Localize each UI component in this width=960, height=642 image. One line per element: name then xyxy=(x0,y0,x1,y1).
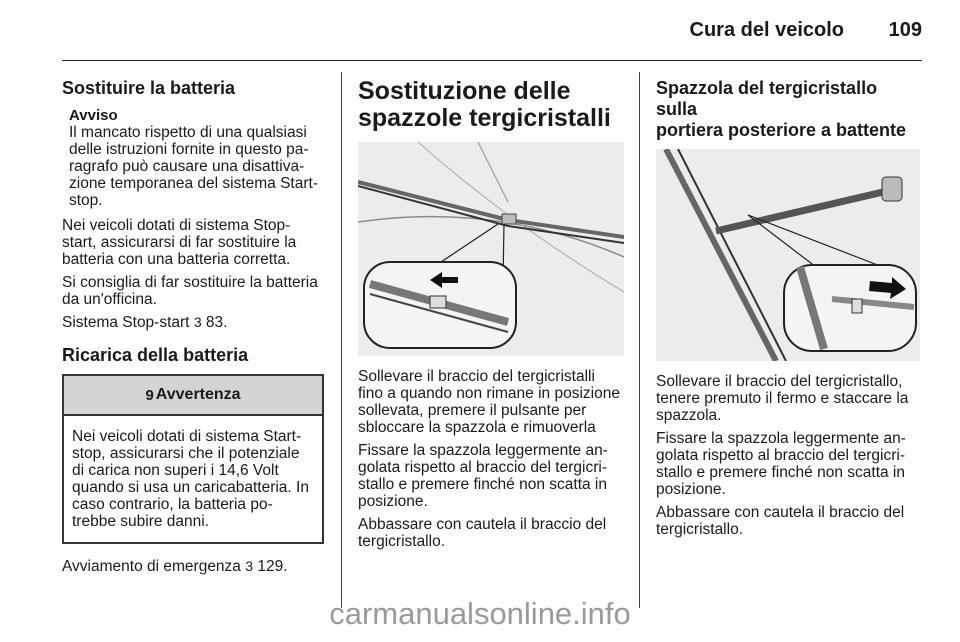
text-line: caso contrario, la batteria po- xyxy=(72,496,273,513)
text-line: delle istruzioni fornite in questo pa- xyxy=(69,141,309,158)
text-line: spazzola. xyxy=(656,407,722,424)
figure-windscreen-wiper xyxy=(358,142,624,356)
heading-line: spazzole tergicristalli xyxy=(358,104,611,132)
warning-icon: 9 xyxy=(145,386,154,404)
heading-line: Spazzola del tergicristallo sulla xyxy=(656,78,878,119)
page-reference-icon: 3 xyxy=(193,314,202,330)
text-line: Abbassare con cautela il braccio del xyxy=(358,516,607,533)
text-line: tergicristallo. xyxy=(656,521,743,538)
text-line: Fissare la spazzola leggermente an- xyxy=(358,442,608,459)
cross-reference-jump-start[interactable] xyxy=(62,558,324,575)
heading-wiper-replacement xyxy=(358,78,624,132)
text-line: ragrafo può causare una disattiva- xyxy=(69,158,305,175)
text-line: da un'officina. xyxy=(62,291,157,308)
text-line: zione temporanea del sistema Start- xyxy=(69,175,318,192)
text-line: Nei veicoli dotati di sistema Stop- xyxy=(62,217,291,234)
rear-wiper-illustration xyxy=(656,149,920,361)
heading-line: portiera posteriore a battente xyxy=(656,120,907,140)
section-title: Cura del veicolo xyxy=(689,19,844,41)
heading-rear-door-wiper xyxy=(656,78,922,141)
paragraph-lower-rear-arm xyxy=(656,504,922,538)
text-line: Sollevare il braccio del tergicristallo, xyxy=(656,373,903,390)
watermark: carmanualsonline.info xyxy=(329,596,631,631)
text-line: start, assicurarsi di far sostituire la xyxy=(62,234,297,251)
heading-replace-battery: Sostituire la batteria xyxy=(62,78,236,98)
text-line: Sollevare il braccio del tergicristalli xyxy=(358,368,595,385)
text-line: stop, assicurarsi che il potenziale xyxy=(72,445,300,462)
text-line: posizione. xyxy=(656,481,726,498)
paragraph-remove-rear-blade xyxy=(656,373,922,424)
text-line: di carica non superi i 14,6 Volt xyxy=(72,462,279,479)
text-line: stallo e premere finché non scatta in xyxy=(358,476,607,493)
text-line: stallo e premere finché non scatta in xyxy=(656,464,905,481)
text-line: Abbassare con cautela il braccio del xyxy=(656,504,905,521)
warning-title: Avvertenza xyxy=(155,386,241,403)
warning-box xyxy=(62,374,324,544)
reference-text: Sistema Stop-start xyxy=(62,314,190,331)
notice-title: Avviso xyxy=(69,107,118,124)
notice-text xyxy=(69,124,324,209)
page-header xyxy=(62,0,922,61)
text-line: quando si usa un caricabatteria. In xyxy=(72,479,309,496)
text-line: Nei veicoli dotati di sistema Start- xyxy=(72,428,302,445)
text-line: golata rispetto al braccio del tergicri- xyxy=(656,447,905,464)
column-battery xyxy=(62,78,324,581)
warning-text xyxy=(64,416,322,542)
warning-header xyxy=(64,376,322,416)
notice-block xyxy=(62,107,324,209)
reference-page: 129. xyxy=(257,558,288,575)
text-line: fino a quando non rimane in posizione xyxy=(358,385,620,402)
paragraph-stop-start xyxy=(62,217,324,268)
text-line: posizione. xyxy=(358,493,428,510)
text-line: tergicristallo. xyxy=(358,533,445,550)
page-number: 109 xyxy=(888,19,922,41)
column-wiper-blades xyxy=(358,78,624,556)
column-rear-wiper xyxy=(656,78,922,544)
paragraph-lower-arm xyxy=(358,516,624,550)
column-divider xyxy=(341,72,342,608)
reference-text: Avviamento di emergenza xyxy=(62,558,241,575)
paragraph-fit-rear-blade xyxy=(656,430,922,498)
paragraph-raise-arm xyxy=(358,368,624,436)
page-reference-icon: 3 xyxy=(245,558,254,574)
heading-charging: Ricarica della batteria xyxy=(62,345,249,365)
text-line: Si consiglia di far sostituire la batteria xyxy=(62,274,318,291)
paragraph-fit-blade xyxy=(358,442,624,510)
text-line: trebbe subire danni. xyxy=(72,513,210,530)
column-divider xyxy=(639,72,640,608)
text-line: tenere premuto il fermo e staccare la xyxy=(656,390,909,407)
text-line: stop. xyxy=(69,192,103,209)
text-line: Fissare la spazzola leggermente an- xyxy=(656,430,906,447)
reference-page: 83. xyxy=(205,314,228,331)
paragraph-workshop xyxy=(62,274,324,308)
wiper-illustration xyxy=(358,142,624,356)
cross-reference-stop-start[interactable] xyxy=(62,314,324,331)
text-line: batteria con una batteria corretta. xyxy=(62,251,291,268)
text-line: Il mancato rispetto di una qualsiasi xyxy=(69,124,307,141)
text-line: sollevata, premere il pulsante per xyxy=(358,402,587,419)
text-line: golata rispetto al braccio del tergicri- xyxy=(358,459,607,476)
figure-rear-wiper xyxy=(656,149,920,361)
heading-line: Sostituzione delle xyxy=(358,77,571,105)
text-line: sbloccare la spazzola e rimuoverla xyxy=(358,419,596,436)
